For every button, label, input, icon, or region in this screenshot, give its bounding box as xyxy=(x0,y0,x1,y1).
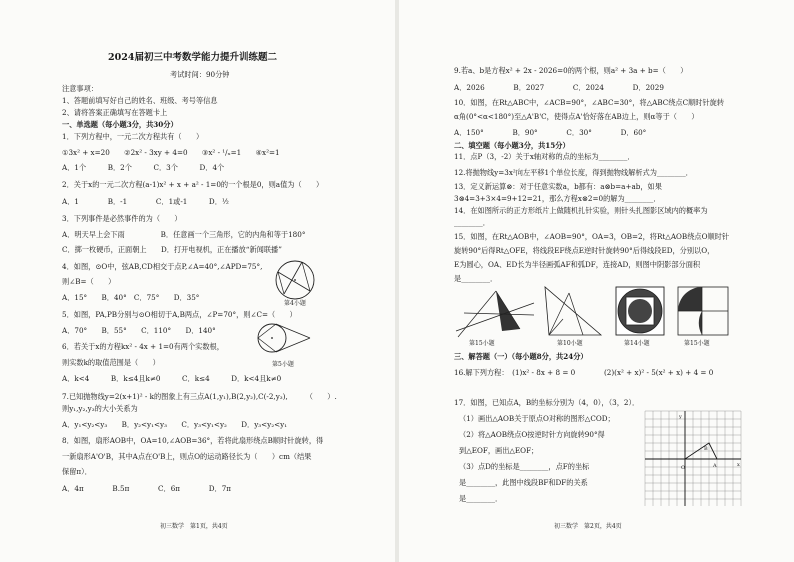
coordinate-grid xyxy=(644,410,742,510)
question-11: 11．点P（3，-2）关于x轴对称的点的坐标为________． xyxy=(454,152,635,161)
question-1-items: ①3x² + x=20 ②2x² - 3xy + 4=0 ③x² - ¹/ₓ=1 ④x²=1 xyxy=(62,148,280,157)
question-7-options: A．y₁<y₂<y₃ B．y₂<y₁<y₃ C．y₃<y₁<y₂ D．y₃<y₂<y₁ xyxy=(62,420,288,429)
question-17-part-3b: 是________，此图中线段BF和DF的关系 xyxy=(459,478,588,487)
question-14b: ________． xyxy=(454,218,490,227)
figure-q15-left-caption: 第15小题 xyxy=(469,340,495,347)
question-10b: α角(0°<α<180°)至△A'B'C，使得点A'恰好落在AB边上，则α等于（ ） xyxy=(454,112,699,121)
grid-origin-label: O xyxy=(681,465,686,471)
question-4: 4．如图，⊙O中，弦AB,CD相交于点P,∠A=40°,∠APD=75°, xyxy=(62,262,263,271)
figure-q14 xyxy=(614,285,666,337)
section-2-heading: 二、填空题（每小题3分，共15分） xyxy=(454,141,570,150)
grid-x-label: x xyxy=(737,462,740,468)
question-17-part-2b: 到△EOF，画出△EOF； xyxy=(459,446,539,455)
question-4-options: A．15° B．40° C．75° D．35° xyxy=(62,293,200,302)
page-2-footer: 初三数学 第2页，共4页 xyxy=(554,523,622,530)
exam-time: 考试时间：90分钟 xyxy=(170,70,230,79)
question-16: 16.解下列方程： (1)x² - 8x + 8 = 0 (2)(x² + x)² - 5(x² + x) + 4 = 0 xyxy=(454,368,714,377)
question-14: 14．在如图所示的正方形纸片上做随机扎针实验，则针头扎图影区域内的概率为 xyxy=(454,206,708,215)
question-2-options: A．1 B．-1 C．1或-1 D．½ xyxy=(62,197,229,206)
grid-point-b-label: B xyxy=(704,446,708,452)
question-6b: 则实数k的取值范围是（ ） xyxy=(62,358,160,367)
figure-q15-right xyxy=(674,283,732,339)
question-2: 2．关于x的一元二次方程(a-1)x² + x + a² - 1=0的一个根是0，则a值为（ ） xyxy=(62,180,324,189)
question-8c: 保留π）． xyxy=(62,467,92,476)
page-1-footer: 初三数学 第1页，共4页 xyxy=(160,523,228,530)
question-12: 12.将抛物线y=3x²向左平移1个单位长度，得到抛物线解析式为________． xyxy=(454,168,693,177)
page-2 xyxy=(399,0,794,562)
section-3-heading: 三、解答题（一）（每小题8分，共24分） xyxy=(454,352,588,361)
figure-q5 xyxy=(252,318,314,358)
notice-1: 1、答题前填写好自己的姓名、班级、考号等信息 xyxy=(62,96,218,105)
question-7: 7.已知抛物线y=2(x+1)² - k的图象上有三点A(1,y₁),B(2,y₂),C(-2,y₃), （ ）. xyxy=(62,392,337,401)
page-1 xyxy=(0,0,395,562)
question-13: 13．定义新运算⊗：对于任意实数a，b都有：a⊗b=a+ab，如果 xyxy=(454,182,662,191)
question-6: 6．若关于x的方程kx² - 4x + 1=0有两个实数根， xyxy=(62,342,224,351)
section-1-heading: 一、单选题（每小题3分，共30分） xyxy=(62,120,178,129)
figure-q10-caption: 第10小题 xyxy=(557,340,583,347)
figure-q14-caption: 第14小题 xyxy=(624,340,650,347)
question-3-option-a: A．明天早上会下雨 B．任意画一个三角形，它的内角和等于180° xyxy=(62,230,306,239)
question-5-options: A．70° B．55° C．110° D．140° xyxy=(62,326,216,335)
question-5: 5．如图，PA,PB分别与⊙O相切于A,B两点，∠P=70°，则∠C=（ ） xyxy=(62,310,297,319)
question-17-part-3: （3）点D的坐标是________，点F的坐标 xyxy=(459,462,590,471)
figure-q15-right-caption: 第15小题 xyxy=(684,340,710,347)
question-3: 3．下列事件是必然事件的为（ ） xyxy=(62,214,182,223)
question-15b: 旋转90°后得Rt△OFE，将线段EF绕点E逆时针旋转90°后得线段ED，分别以O， xyxy=(454,246,715,255)
question-4b: 则∠B=（ ） xyxy=(62,277,116,286)
figure-q5-caption: 第5小题 xyxy=(272,361,294,368)
question-17-part-3c: 是________． xyxy=(459,494,503,503)
notice-heading: 注意事项： xyxy=(62,84,98,93)
question-17-part-1: （1）画出△AOB关于原点O对称的图形△COD； xyxy=(459,414,615,423)
question-10-options: A．150° B．90° C．30° D．60° xyxy=(454,128,647,137)
question-1: 1．下列方程中，一元二次方程共有（ ） xyxy=(62,132,204,141)
grid-point-a-label: A xyxy=(713,463,717,469)
question-15c: E为圆心，OA、ED长为半径画弧AF和弧DF，连接AD，则图中阴影部分面积 xyxy=(454,260,701,269)
figure-q10 xyxy=(539,283,607,341)
question-13b: 3⊗4=3+3×4=9+12=21，那么方程x⊗2=0的解为________． xyxy=(454,194,661,203)
question-17-part-2: （2）将△AOB绕点O按逆时针方向旋转90°得 xyxy=(459,430,605,439)
question-8-options: A．4π B.5π C．6π D．7π xyxy=(62,484,232,493)
page-title: 2024届初三中考数学能力提升训练题二 xyxy=(108,52,277,63)
question-9-options: A．2026 B．2027 C．2024 D．2029 xyxy=(454,83,664,92)
question-8: 8．如图，扇形AOB中，OA=10,∠AOB=36°，若将此扇形绕点B顺时针旋转，得 xyxy=(62,436,324,445)
notice-2: 2、请将答案正确填写在答题卡上 xyxy=(62,108,168,117)
figure-q4-caption: 第4小题 xyxy=(284,300,306,307)
question-9: 9.若a、b是方程x² + 2x - 2026=0的两个根，则a² + 3a + b=（ ） xyxy=(454,66,688,75)
question-3-option-c: C．掷一枚硬币，正面朝上 D．打开电视机，正在播放“新闻联播” xyxy=(62,245,282,254)
question-15d: 是________． xyxy=(454,274,498,283)
question-6-options: A．k<4 B．k≤4且k≠0 C．k≤4 D．k<4且k≠0 xyxy=(62,374,282,383)
figure-q15-left xyxy=(454,285,538,343)
question-8b: 一新扇形A'O'B，其中A点在O'B上，则点O的运动路径长为（ ）cm（结果 xyxy=(62,452,312,461)
question-10: 10．如图，在Rt△ABC中，∠ACB=90°，∠ABC=30°，将△ABC绕点C顺时针旋转 xyxy=(454,98,725,107)
question-7b: 则y₁,y₂,y₃的大小关系为 xyxy=(62,404,138,413)
question-15: 15．如图，在Rt△AOB中，∠AOB=90°，OA=3，OB=2，将Rt△AOB绕点O顺时针 xyxy=(454,232,730,241)
question-1-options: A．1个 B．2个 C．3个 D．4个 xyxy=(62,163,225,172)
grid-y-label: y xyxy=(679,414,682,420)
question-17: 17．如图，已知点A，B的坐标分别为（4，0），（3，2）． xyxy=(454,398,640,407)
